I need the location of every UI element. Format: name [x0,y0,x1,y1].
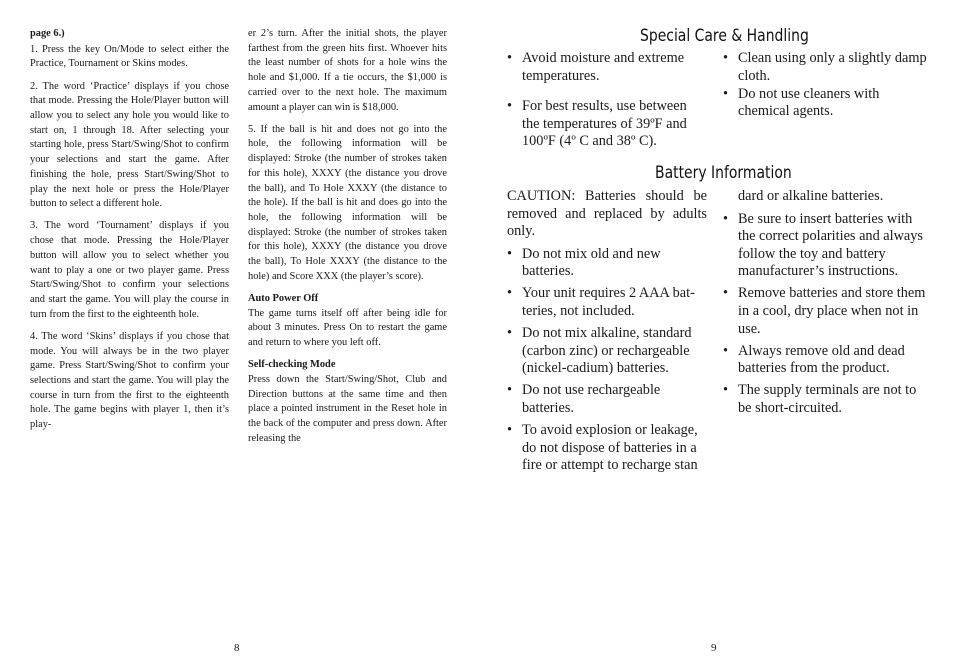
instruction-paragraph-4-continued: er 2’s turn. After the initial shots, the player farthest from the green hits first. Whoever hits the least number of shots for a hole wins the hole and $1,000. If a tie occurs, the $1,000 is carried over to the next hole. The maximum amount a player can win is $18,000. [248,28,447,113]
care-item: • For best results, use between the temperatures of 39ºF and 100ºF (4º C and 38º C). [507,98,687,150]
instruction-paragraph-1: 1. Press the key On/Mode to select either the Practice, Tournament or Skins modes. [30,43,229,70]
page-number-left: 8 [234,642,240,654]
care-list-right [723,50,928,121]
bullet-icon: • [723,382,729,399]
bullet-icon: • [723,210,729,227]
bullet-icon: • [507,98,513,115]
care-item: • Clean using only a slightly damp cloth. [723,50,927,84]
instruction-paragraph-3: 3. The word ‘Tournament’ displays if you chose that mode. Pressing the Hole/Player button will allow you to select whether you want to play a one or two player game. Press Start/Swing/Shot to confirm your selections and start the game. You will play the course in turn from the first to the eighteenth hole. [30,220,229,320]
battery-item: • The supply terminals are not to be short-circuited. [723,382,917,417]
bullet-icon: • [507,50,513,66]
bullet-icon: • [507,245,513,262]
battery-column-left [507,188,707,479]
self-checking-heading: Self-checking Mode [248,359,336,371]
battery-item: • To avoid explosion or leakage, do not dispose of batteries in a fire or attempt to recharge stan [507,422,698,474]
bullet-icon: • [723,50,729,66]
instruction-paragraph-4: 4. The word ‘Skins’ displays if you chose that mode. You will always be in the two player game. Press Start/Swing/Shot to confirm your selections and start the game. You will play the course in turn from the first to the eighteenth hole. The game begins with player 1, then it’s play- [30,330,229,431]
battery-item: • Your unit requires 2 AAA bat-teries, not included. [507,285,695,320]
care-list-left [507,50,707,164]
bullet-icon: • [723,342,729,359]
special-care-heading: Special Care & Handling [640,26,809,46]
bullet-icon: • [507,422,513,439]
caution-text: CAUTION: Batteries should be removed and replaced by adults only. [507,188,707,240]
bullet-icon: • [723,285,729,302]
auto-power-off-text: The game turns itself off after being idle for about 3 minutes. Press On to restart the game and return to where you left off. [248,307,447,349]
bullet-icon: • [507,325,513,342]
battery-item: • Be sure to insert batteries with the correct polarities and always follow the toy and battery manufacturer’s instructions. [723,210,923,280]
battery-item-continued: dard or alkaline batteries. [738,188,884,204]
battery-item: • Always remove old and dead batteries from the product. [723,342,905,377]
left-column-1 [30,27,229,440]
battery-item: • Do not mix old and new batteries. [507,245,661,280]
continuation-heading: page 6.) [30,28,65,39]
care-item: • Avoid moisture and extreme temperatures. [507,50,685,84]
auto-power-off-heading: Auto Power Off [248,292,319,304]
instruction-paragraph-5: 5. If the ball is hit and does not go into the hole, the following information will be displayed: Stroke (the number of strokes taken for this hole), XXXY (the distance you drove the ball), and To Hole XXXY (the distance to the hole). If the ball is hit and does go into the hole, the following information will be displayed: Stroke (the number of strokes taken for this hole), XXXY (the distance you drove the ball), To Hole XXXY (the distance to the hole) and Score XXX (the player’s score). [248,123,447,282]
instruction-paragraph-2: 2. The word ‘Practice’ displays if you chose that mode. Pressing the Hole/Player button will allow you to select any hole you would like to start on, 1 through 18. After selecting your starting hole, press Start/Swing/Shot to confirm your selections and start the game. After finishing the hole, press Start/Swing/Shot to play the next hole or press the Hole/Player button to select a different hole. [30,80,229,210]
battery-information-heading: Battery Information [655,163,792,183]
bullet-icon: • [723,85,729,102]
bullet-icon: • [507,285,513,302]
battery-column-right [723,188,928,422]
left-column-2 [248,27,447,454]
battery-item: • Do not mix alkaline, standard (carbon zinc) or rechargeable (nickel-cadium) batteries. [507,325,692,377]
battery-item: • Do not use rechargeable batteries. [507,382,661,417]
self-checking-text: Press down the Start/Swing/Shot, Club and Direction buttons at the same time and then place a pointed instrument in the Reset hole in the back of the computer and press down. After releasing the [248,373,447,444]
battery-item: • Remove batteries and store them in a cool, dry place when not in use. [723,285,926,337]
page-number-right: 9 [711,642,717,654]
care-item: • Do not use cleaners with chemical agents. [723,85,880,120]
bullet-icon: • [507,382,513,399]
